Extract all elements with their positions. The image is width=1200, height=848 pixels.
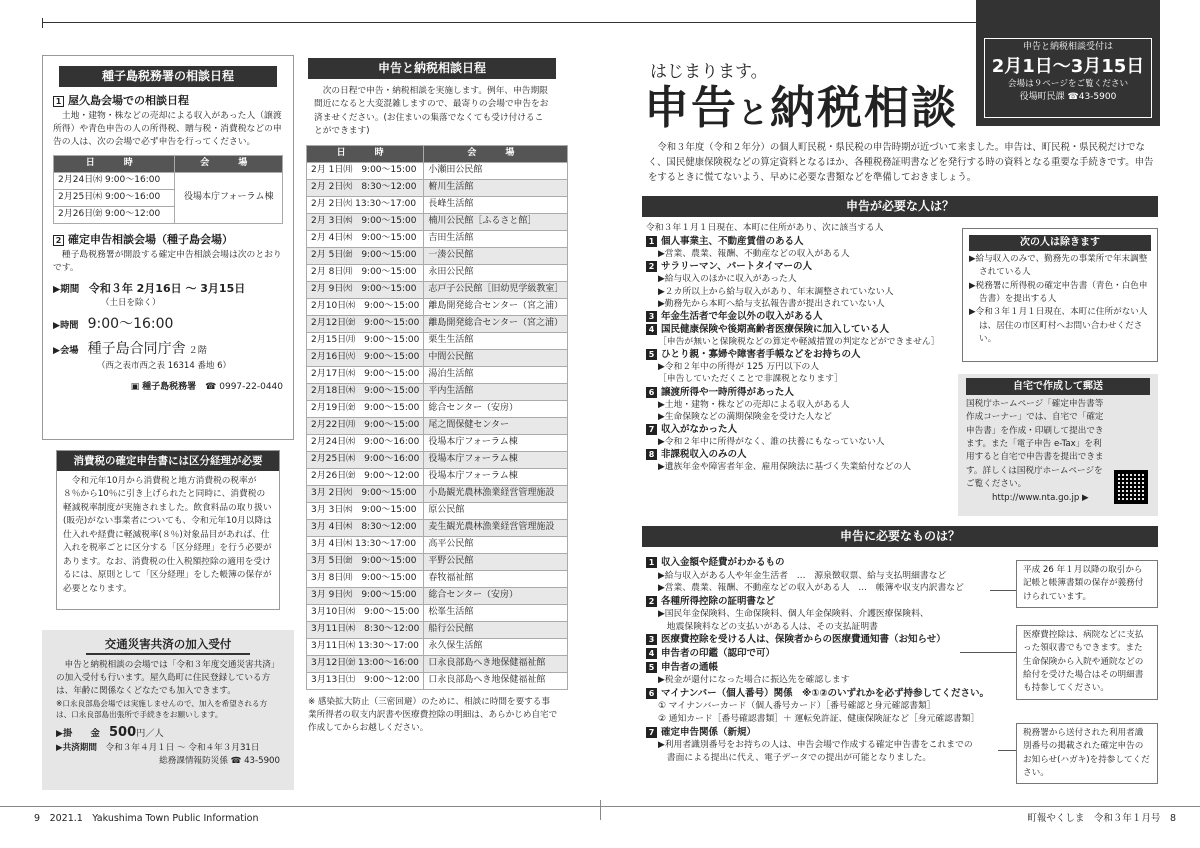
table-row xyxy=(307,162,568,179)
qr-code-icon xyxy=(1114,470,1148,504)
schedule-venue: 高平公民館 xyxy=(424,536,568,553)
table-row xyxy=(307,332,568,349)
headline-part-b: と xyxy=(738,96,771,131)
need-item-detail: ▶令和２年中の所得が 125 万円以下の人 xyxy=(658,362,820,373)
except-box xyxy=(962,228,1158,362)
need-item-detail: ▶給与収入のほかに収入があった人 xyxy=(658,274,797,285)
needed-item-title: 申告者の通帳 xyxy=(661,661,719,673)
except-item: ▶給与収入のみで、勤務先の事業所で年末調整されている人 xyxy=(969,254,1148,278)
reception-contact: 役場町民課 ☎43-5900 xyxy=(1019,91,1117,102)
top-corner-bracket xyxy=(42,18,43,28)
table-row xyxy=(307,179,568,196)
traffic-note: ※口永良部島会場では実施しませんので、加入を希望される方は、口永良部島出張所で手続きをお願いします。 xyxy=(56,698,268,720)
schedule-venue: 離島開発総合センター（宮之浦） xyxy=(424,298,568,315)
schedule-venue: 総合センター（安房） xyxy=(424,587,568,604)
section1-title: 屋久島会場での相談日程 xyxy=(68,94,189,107)
consumption-title: 消費税の確定申告書には区分経理が必要 xyxy=(57,451,279,471)
schedule-datetime: 3月11日㈭ 13:30～17:00 xyxy=(307,638,424,655)
needed-item-detail: ▶営業、農業、報酬、不動産などの収入がある人 … 帳簿や収支内訳書など xyxy=(658,583,964,594)
schedule-datetime: 2月18日㈭ 9:00～15:00 xyxy=(307,383,424,400)
needed-item xyxy=(646,633,1006,647)
table-row xyxy=(307,196,568,213)
footer-right xyxy=(1027,812,1176,826)
number-badge: 6 xyxy=(646,688,657,699)
reception-note: 会場は９ページをご覧ください xyxy=(1007,78,1129,89)
needed-item-title: 収入金額や経費がわかるもの xyxy=(661,557,785,568)
schedule-venue: 椨川生活館 xyxy=(424,179,568,196)
needed-item-title: マイナンバー（個人番号）関係 ※①②のいずれかを必ず持参してください。 xyxy=(661,687,989,699)
home-url[interactable]: http://www.nta.go.jp ▶ xyxy=(992,493,1089,503)
needed-item-title: 医療費控除を受ける人は、保険者からの医療費通知書（お知らせ） xyxy=(661,634,946,646)
schedule-datetime: 2月10日㈬ 9:00～15:00 xyxy=(307,298,424,315)
connector-line-3 xyxy=(998,750,1016,751)
schedule-venue: 役場本庁フォーラム棟 xyxy=(424,434,568,451)
except-items xyxy=(969,253,1151,346)
need-item-detail: ▶遺族年金や障害者年金、雇用保険法に基づく失業給付などの人 xyxy=(658,462,912,473)
section1-text: 土地・建物・株などの売却による収入があった人（譲渡所得）や青色申告の人の所得税、贈与税・消費税などの申告の人は、次の会場で必ず申告を行ってください。 xyxy=(53,110,282,147)
tax-contact xyxy=(53,381,283,395)
schedule-table xyxy=(306,145,568,690)
need-intro: 令和３年１月１日現在、本町に住所があり、次に該当する人 xyxy=(646,223,884,233)
section2-heading xyxy=(53,232,283,249)
right-page-number: 8 xyxy=(1169,813,1176,824)
needed-item-detail: ▶税金が還付になった場合に振込先を確認します xyxy=(658,675,850,686)
needed-item-detail: ▶利用者識別番号をお持ちの人は、申告会場で作成する確定申告書をこれまでの xyxy=(658,740,973,751)
needed-item-title: 確定申告関係（新規） xyxy=(661,726,757,738)
reception-dates: 2月1日～3月15日 xyxy=(991,55,1145,77)
need-item-detail: ▶営業、農業、報酬、不動産などの収入がある人 xyxy=(658,249,850,260)
needed-item-detail: 書面による提出に代え、電子データでの提出が可能となりました。 xyxy=(658,752,932,763)
schedule-datetime: 2月15日㈪ 9:00～15:00 xyxy=(307,332,424,349)
schedule-datetime: 3月 9日㈫ 9:00～15:00 xyxy=(307,587,424,604)
need-title: 申告が必要な人は？ xyxy=(642,196,1158,217)
table-row xyxy=(307,264,568,281)
schedule-venue: 永久保生活館 xyxy=(424,638,568,655)
schedule-datetime: 3月 4日㈭ 8:30～12:00 xyxy=(307,519,424,536)
schedule-title: 申告と納税相談日程 xyxy=(308,58,556,79)
number-badge: 3 xyxy=(646,634,657,645)
number-badge: 1 xyxy=(646,236,657,247)
tax-venue: 役場本庁フォーラム棟 xyxy=(175,173,283,224)
schedule-venue: 松峯生活館 xyxy=(424,604,568,621)
table-row xyxy=(307,604,568,621)
schedule-venue: 楠川公民館［ふるさと館］ xyxy=(424,213,568,230)
schedule-datetime: 2月12日㈮ 9:00～15:00 xyxy=(307,315,424,332)
fee-unit: 円／人 xyxy=(136,727,164,739)
note-medical: 医療費控除は、病院などに支払った領収書でもできます。また生命保険から入院や通院などの給付を受けた場合はその明細書も持参してください。 xyxy=(1016,625,1158,700)
place-label: ▶会場 xyxy=(53,345,79,357)
fee-line xyxy=(56,723,280,743)
table-row xyxy=(307,451,568,468)
need-item xyxy=(646,448,956,461)
section1-heading xyxy=(53,93,283,110)
period-label: ▶期間 xyxy=(53,283,80,295)
number-badge: 2 xyxy=(646,596,657,607)
table-row xyxy=(307,349,568,366)
table-row xyxy=(307,519,568,536)
needed-item-detail: ▶国民年金保険料、生命保険料、個人年金保険料、介護医療保険料、 xyxy=(658,609,929,620)
reception-inner xyxy=(984,38,1152,118)
schedule-venue: 役場本庁フォーラム棟 xyxy=(424,468,568,485)
number-badge: 2 xyxy=(646,261,657,272)
tax-schedule-table xyxy=(53,155,283,224)
schedule-venue: 総合センター（安房） xyxy=(424,400,568,417)
table-row xyxy=(307,383,568,400)
table-row xyxy=(307,621,568,638)
needed-item-detail: ① マイナンバーカード（個人番号カード）［番号確認と身元確認書類］ xyxy=(658,701,936,712)
schedule-venue: 麦生観光農林漁業経営管理施設 xyxy=(424,519,568,536)
insurance-period-value: 令和３年４月１日 ～ 令和４年３月31日 xyxy=(105,743,260,754)
number-badge: 8 xyxy=(646,449,657,460)
table-row xyxy=(307,400,568,417)
need-item-detail: ▶土地・建物・株などの売却による収入がある人 xyxy=(658,399,850,410)
place-line xyxy=(53,339,283,360)
need-item-title: 収入がなかった人 xyxy=(661,423,738,435)
insurance-period-line xyxy=(56,742,280,755)
contact-name: 種子島税務署 xyxy=(142,381,197,392)
schedule-venue: 船行公民館 xyxy=(424,621,568,638)
schedule-venue: 永田公民館 xyxy=(424,264,568,281)
needed-item xyxy=(646,726,1006,740)
need-item xyxy=(646,310,956,323)
connector-line-1 xyxy=(990,590,1016,591)
schedule-venue: 役場本庁フォーラム棟 xyxy=(424,451,568,468)
traffic-title: 交通災害共済の加入受付 xyxy=(86,636,250,655)
schedule-datetime: 2月 3日㈬ 9:00～15:00 xyxy=(307,213,424,230)
schedule-datetime: 2月 2日㈫ 8:30～12:00 xyxy=(307,179,424,196)
home-text: 国税庁ホームページ「確定申告書等作成コーナー」では、自宅で「確定申告書」を作成・印刷して提出できます。また「電子申告 e-Tax」を利用すると自宅で申告書を提出できます。詳しくは国税庁ホームページをご覧ください。 xyxy=(966,399,1104,489)
place-floor: ２階 xyxy=(188,345,207,357)
building-icon: ▣ xyxy=(130,381,140,392)
table-row xyxy=(307,298,568,315)
schedule-note: ※ 感染拡大防止（三密回避）のために、相談に時間を要する事業所得者の収支内訳書や医療費控除の明細は、あらかじめ自宅で作成してからお越しください。 xyxy=(308,696,558,733)
number-badge: 1 xyxy=(646,557,657,568)
table-row xyxy=(307,587,568,604)
need-item-title: 個人事業主、不動産賃借のある人 xyxy=(661,236,804,248)
need-item-detail: ▶勤務先から本町へ給与支払報告書が提出されていない人 xyxy=(658,298,885,309)
schedule-venue: 口永良部島へき地保健福祉館 xyxy=(424,672,568,689)
need-item-detail: ［申告していただくことで非課税となります］ xyxy=(658,374,843,385)
table-row xyxy=(307,485,568,502)
schedule-venue: 長峰生活館 xyxy=(424,196,568,213)
schedule-datetime: 2月16日㈫ 9:00～15:00 xyxy=(307,349,424,366)
headline xyxy=(644,82,958,134)
need-item-detail: ▶令和２年中に所得がなく、誰の扶養にもなっていない人 xyxy=(658,437,885,448)
table-row xyxy=(307,468,568,485)
table-row xyxy=(307,247,568,264)
th-datetime: 日 時 xyxy=(307,145,424,162)
schedule-datetime: 2月 2日㈫ 13:30～17:00 xyxy=(307,196,424,213)
th-venue: 会 場 xyxy=(175,156,283,173)
th-datetime: 日 時 xyxy=(54,156,175,173)
need-item xyxy=(646,348,956,361)
need-item-detail: ［申告が無いと保険税などの算定や軽減措置の判定などができません］ xyxy=(658,337,940,348)
table-row xyxy=(307,655,568,672)
schedule-venue: 小瀬田公民館 xyxy=(424,162,568,179)
schedule-venue: 平内生活館 xyxy=(424,383,568,400)
reception-box xyxy=(976,0,1160,126)
schedule-venue: 小島観光農林漁業経営管理施設 xyxy=(424,485,568,502)
need-list xyxy=(646,222,956,473)
number-1-badge: 1 xyxy=(53,96,64,107)
schedule-datetime: 3月 3日㈬ 9:00～15:00 xyxy=(307,502,424,519)
schedule-datetime: 2月25日㈭ 9:00～16:00 xyxy=(307,451,424,468)
kicker: はじまります。 xyxy=(650,62,768,82)
needed-item xyxy=(646,661,1006,675)
schedule-datetime: 2月26日㈮ 9:00～12:00 xyxy=(307,468,424,485)
home-title: 自宅で作成して郵送 xyxy=(966,378,1150,395)
note-identifier: 税務署から送付された利用者識別番号の掲載された確定申告のお知らせ(ハガキ)を持参してください。 xyxy=(1016,723,1158,784)
center-gutter xyxy=(600,800,601,820)
schedule-venue: 離島開発総合センター（宮之浦） xyxy=(424,315,568,332)
schedule-venue: 平野公民館 xyxy=(424,553,568,570)
contact-tel: ☎ 0997-22-0440 xyxy=(205,381,283,392)
needed-item-detail: 地震保険料などの支払いがある人は、その支払証明書 xyxy=(658,621,878,632)
traffic-insurance-section xyxy=(42,630,294,790)
schedule-datetime: 3月13日㈯ 9:00～12:00 xyxy=(307,672,424,689)
period-line xyxy=(53,281,283,298)
need-item-title: 非課税収入のみの人 xyxy=(661,449,747,461)
connector-line-2 xyxy=(960,652,1016,653)
table-row xyxy=(307,315,568,332)
left-page-number: 9 xyxy=(34,813,41,824)
schedule-datetime: 2月 5日㈮ 9:00～15:00 xyxy=(307,247,424,264)
note-bookkeeping: 平成 26 年１月以降の取引から記帳と帳簿書類の保存が義務付けられています。 xyxy=(1016,560,1158,608)
schedule-intro: 次の日程で申告・納税相談を実施します。例年、申告期限間近になると大変混雑しますので、最寄りの会場で申告をお済ませください。(お住まいの集落でなくても受け付けることができます) xyxy=(314,86,549,137)
schedule-datetime: 2月 9日㈫ 9:00～15:00 xyxy=(307,281,424,298)
need-item-title: 国民健康保険や後期高齢者医療保険に加入している人 xyxy=(661,323,890,335)
need-item xyxy=(646,423,956,436)
need-item xyxy=(646,235,956,248)
need-items xyxy=(646,235,956,473)
consumption-text: 令和元年10月から消費税と地方消費税の税率が８％から10％に引き上げられたと同時に、消費税の軽減税率制度が実施されました。飲食料品の取り扱い(販売)がない事業者についても、令和元年10月以降は仕入れや経費に軽減税率(８％)対象品目があれば、仕入れを税率ごとに区分する「区分経理」を行う必要があります。なお、消費税の仕入税額控除の適用を受けるには、原則として「区分経理」をした帳簿の保存が必要となります。 xyxy=(63,476,272,594)
period-note: （土日を除く） xyxy=(101,298,161,309)
time-label: ▶時間 xyxy=(53,320,79,332)
need-item-title: ひとり親・寡婦や障害者手帳などをお持ちの人 xyxy=(661,349,861,361)
schedule-venue: 吉田生活館 xyxy=(424,230,568,247)
schedule-venue: 原公民館 xyxy=(424,502,568,519)
need-item-title: 年金生活者で年金以外の収入がある人 xyxy=(661,310,823,322)
time-line xyxy=(53,314,283,335)
headline-part-a: 申告 xyxy=(644,81,739,134)
schedule-datetime: 2月 8日㈪ 9:00～15:00 xyxy=(307,264,424,281)
insurance-period-label: ▶共済期間 xyxy=(56,743,97,754)
tax-office-title: 種子島税務署の相談日程 xyxy=(59,66,277,87)
period-value: 令和３年 2月16日 ～ 3月15日 xyxy=(88,281,246,295)
number-badge: 4 xyxy=(646,648,657,659)
section2-text: 種子島税務署が開設する確定申告相談会場は次のとおりです。 xyxy=(53,249,282,273)
needed-item xyxy=(646,647,1006,661)
except-item: ▶税務署に所得税の確定申告書（青色・白色申告書）を提出する人 xyxy=(969,280,1148,304)
top-rule xyxy=(42,22,977,23)
footer-right-text: 町報やくしま 令和３年１月号 xyxy=(1027,813,1161,824)
needed-item xyxy=(646,687,1006,701)
number-badge: 7 xyxy=(646,424,657,435)
footer-left-text: 2021.1 Yakushima Town Public Information xyxy=(49,813,259,824)
schedule-datetime: 2月 1日㈪ 9:00～15:00 xyxy=(307,162,424,179)
needed-item xyxy=(646,556,1006,570)
schedule-venue: 志戸子公民館［旧幼児学級教室］ xyxy=(424,281,568,298)
schedule-venue: 栗生生活館 xyxy=(424,332,568,349)
tax-row-date: 2月26日㈮ 9:00～12:00 xyxy=(54,207,175,224)
schedule-datetime: 2月22日㈪ 9:00～15:00 xyxy=(307,417,424,434)
table-row xyxy=(307,213,568,230)
schedule-venue: 湯泊生活館 xyxy=(424,366,568,383)
except-title: 次の人は除きます xyxy=(969,235,1151,251)
tax-row-date: 2月24日㈬ 9:00～16:00 xyxy=(54,173,175,190)
number-badge: 5 xyxy=(646,662,657,673)
schedule-section xyxy=(306,58,564,735)
schedule-venue: 口永良部島へき地保健福祉館 xyxy=(424,655,568,672)
fee-label: ▶掛 金 xyxy=(56,727,100,739)
needed-item-title: 申告者の印鑑（認印で可） xyxy=(661,648,776,660)
schedule-datetime: 3月10日㈬ 9:00～15:00 xyxy=(307,604,424,621)
tax-row-date: 2月25日㈭ 9:00～16:00 xyxy=(54,190,175,207)
needed-item xyxy=(646,595,1006,609)
traffic-contact: 総務課情報防災係 ☎ 43-5900 xyxy=(159,756,280,767)
table-row xyxy=(307,502,568,519)
need-item-detail: ▶生命保険などの満期保険金を受けた人など xyxy=(658,411,832,422)
need-item xyxy=(646,386,956,399)
schedule-datetime: 2月19日㈮ 9:00～15:00 xyxy=(307,400,424,417)
number-badge: 4 xyxy=(646,324,657,335)
table-row xyxy=(307,230,568,247)
need-item-title: サラリーマン、パートタイマーの人 xyxy=(661,261,813,273)
lead-text: 令和３年度（令和２年分）の個人町民税・県民税の申告時期が近づいて来ました。申告は、町民税・県民税だけでなく、国民健康保険税などの算定資料となるほか、各種税務証明書などを発行する時の資料となる重要な手続きです。申告をするときに慌てないよう、早めに必要な書類などを準備しておきましょう。 xyxy=(648,142,1154,184)
needed-item-detail: ② 通知カード［番号確認書類］＋ 運転免許証、健康保険証など［身元確認書類］ xyxy=(658,713,980,724)
except-item: ▶令和３年１月１日現在、本町に住所がない人は、居住の市区町村へお問い合わせください。 xyxy=(969,307,1148,344)
table-row xyxy=(307,672,568,689)
schedule-datetime: 3月 4日㈭ 13:30～17:00 xyxy=(307,536,424,553)
schedule-datetime: 2月17日㈬ 9:00～15:00 xyxy=(307,366,424,383)
schedule-datetime: 2月24日㈬ 9:00～16:00 xyxy=(307,434,424,451)
needed-item-title: 各種所得控除の証明書など xyxy=(661,595,776,607)
need-item xyxy=(646,260,956,273)
number-badge: 6 xyxy=(646,387,657,398)
home-box xyxy=(958,374,1158,516)
table-row xyxy=(307,638,568,655)
schedule-datetime: 3月11日㈭ 8:30～12:00 xyxy=(307,621,424,638)
schedule-datetime: 3月 5日㈮ 9:00～15:00 xyxy=(307,553,424,570)
schedule-venue: 一湊公民館 xyxy=(424,247,568,264)
tax-office-section xyxy=(42,55,294,440)
schedule-datetime: 3月 8日㈪ 9:00～15:00 xyxy=(307,570,424,587)
number-badge: 3 xyxy=(646,311,657,322)
table-row xyxy=(307,553,568,570)
section2-title: 確定申告相談会場（種子島会場） xyxy=(68,233,233,247)
table-row xyxy=(307,281,568,298)
schedule-datetime: 3月 2日㈫ 9:00～15:00 xyxy=(307,485,424,502)
consumption-tax-section xyxy=(56,450,280,610)
need-item-detail: ▶２カ所以上から給与収入があり、年末調整されていない人 xyxy=(658,286,894,297)
schedule-venue: 尾之間保健センター xyxy=(424,417,568,434)
schedule-datetime: 3月12日㈮ 13:00～16:00 xyxy=(307,655,424,672)
time-value: 9:00～16:00 xyxy=(87,316,174,333)
table-row xyxy=(307,417,568,434)
things-list xyxy=(646,556,1006,764)
number-2-badge: 2 xyxy=(53,235,64,246)
table-row xyxy=(307,570,568,587)
fee-value: 500 xyxy=(109,724,137,740)
need-item xyxy=(646,323,956,336)
headline-part-c: 納税相談 xyxy=(770,81,959,134)
place-address: （西之表市西之表 16314 番地 6） xyxy=(97,361,232,372)
traffic-text: 申告と納税相談の会場では「令和３年度交通災害共済」の加入受付も行います。屋久島町に住民登録している方は、年齢に関係なくどなたでも加入できます。 xyxy=(56,660,280,697)
need-item-title: 譲渡所得や一時所得があった人 xyxy=(661,386,794,398)
table-row xyxy=(307,366,568,383)
schedule-venue: 春牧福祉館 xyxy=(424,570,568,587)
table-row xyxy=(307,536,568,553)
schedule-venue: 中間公民館 xyxy=(424,349,568,366)
things-title: 申告に必要なものは？ xyxy=(642,526,1158,547)
table-row xyxy=(307,434,568,451)
needed-item-detail: ▶給与収入がある人や年金生活者 … 源泉徴収票、給与支払明細書など xyxy=(658,570,947,581)
reception-title: 申告と納税相談受付は xyxy=(1022,42,1113,52)
place-value: 種子島合同庁舎 xyxy=(87,341,186,358)
th-venue: 会 場 xyxy=(424,145,568,162)
number-badge: 7 xyxy=(646,727,657,738)
footer-left xyxy=(34,812,259,826)
schedule-datetime: 2月 4日㈭ 9:00～15:00 xyxy=(307,230,424,247)
number-badge: 5 xyxy=(646,349,657,360)
